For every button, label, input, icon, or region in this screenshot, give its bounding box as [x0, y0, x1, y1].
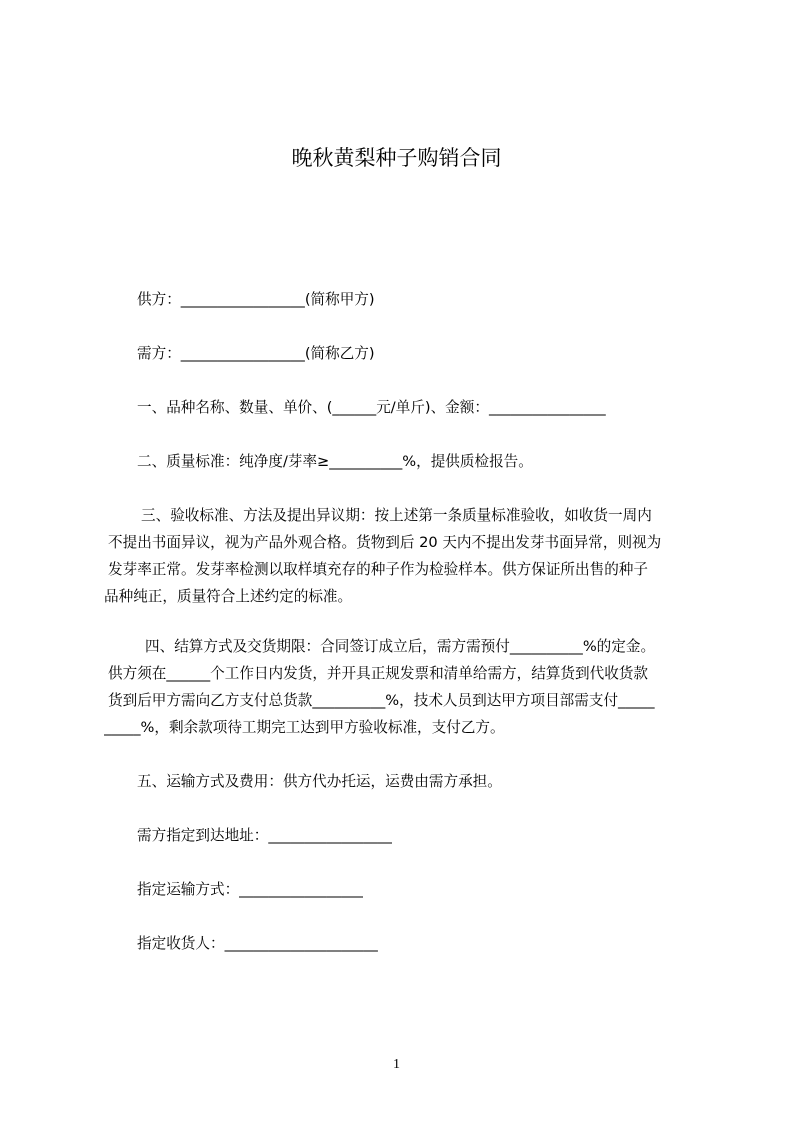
clause-4-line-4: _____%，剩余款项待工期完工达到甲方验收标准，支付乙方。 — [104, 719, 505, 736]
address-field: 需方指定到达地址：_________________ — [137, 827, 393, 844]
clause-2: 二、质量标准：纯净度/芽率≥__________%，提供质检报告。 — [137, 453, 533, 470]
page-number: 1 — [393, 1057, 400, 1072]
clause-4-line-1: 四、结算方式及交货期限：合同签订成立后，需方需预付__________%的定金。 — [145, 638, 656, 655]
clause-5: 五、运输方式及费用：供方代办托运，运费由需方承担。 — [137, 773, 502, 790]
buyer-line: 需方：_________________(简称乙方) — [137, 345, 375, 362]
supplier-line: 供方：_________________(简称甲方) — [137, 291, 375, 308]
clause-3-line-3: 发芽率正常。发芽率检测以取样填充存的种子作为检验样本。供方保证所出售的种子 — [108, 561, 648, 578]
clause-4-line-3: 货到后甲方需向乙方支付总货款__________%，技术人员到达甲方项目部需支付_____ — [108, 692, 655, 709]
clause-4-line-2: 供方须在______个工作日内发货，并开具正规发票和清单给需方，结算货到代收货款 — [108, 665, 648, 682]
transport-field: 指定运输方式：_________________ — [137, 881, 364, 898]
clause-1: 一、品种名称、数量、单价、(______元/单斤)、金额：________________ — [137, 399, 606, 416]
receiver-field: 指定收货人：_____________________ — [137, 935, 378, 952]
clause-3-line-2: 不提出书面异议，视为产品外观合格。货物到后 20 天内不提出发芽书面异常，则视为 — [108, 534, 662, 551]
document-title: 晚秋黄梨种子购销合同 — [291, 146, 502, 170]
clause-3-line-1: 三、验收标准、方法及提出异议期：按上述第一条质量标准验收，如收货一周内 — [141, 507, 652, 524]
clause-3-line-4: 品种纯正，质量符合上述约定的标准。 — [104, 588, 353, 605]
